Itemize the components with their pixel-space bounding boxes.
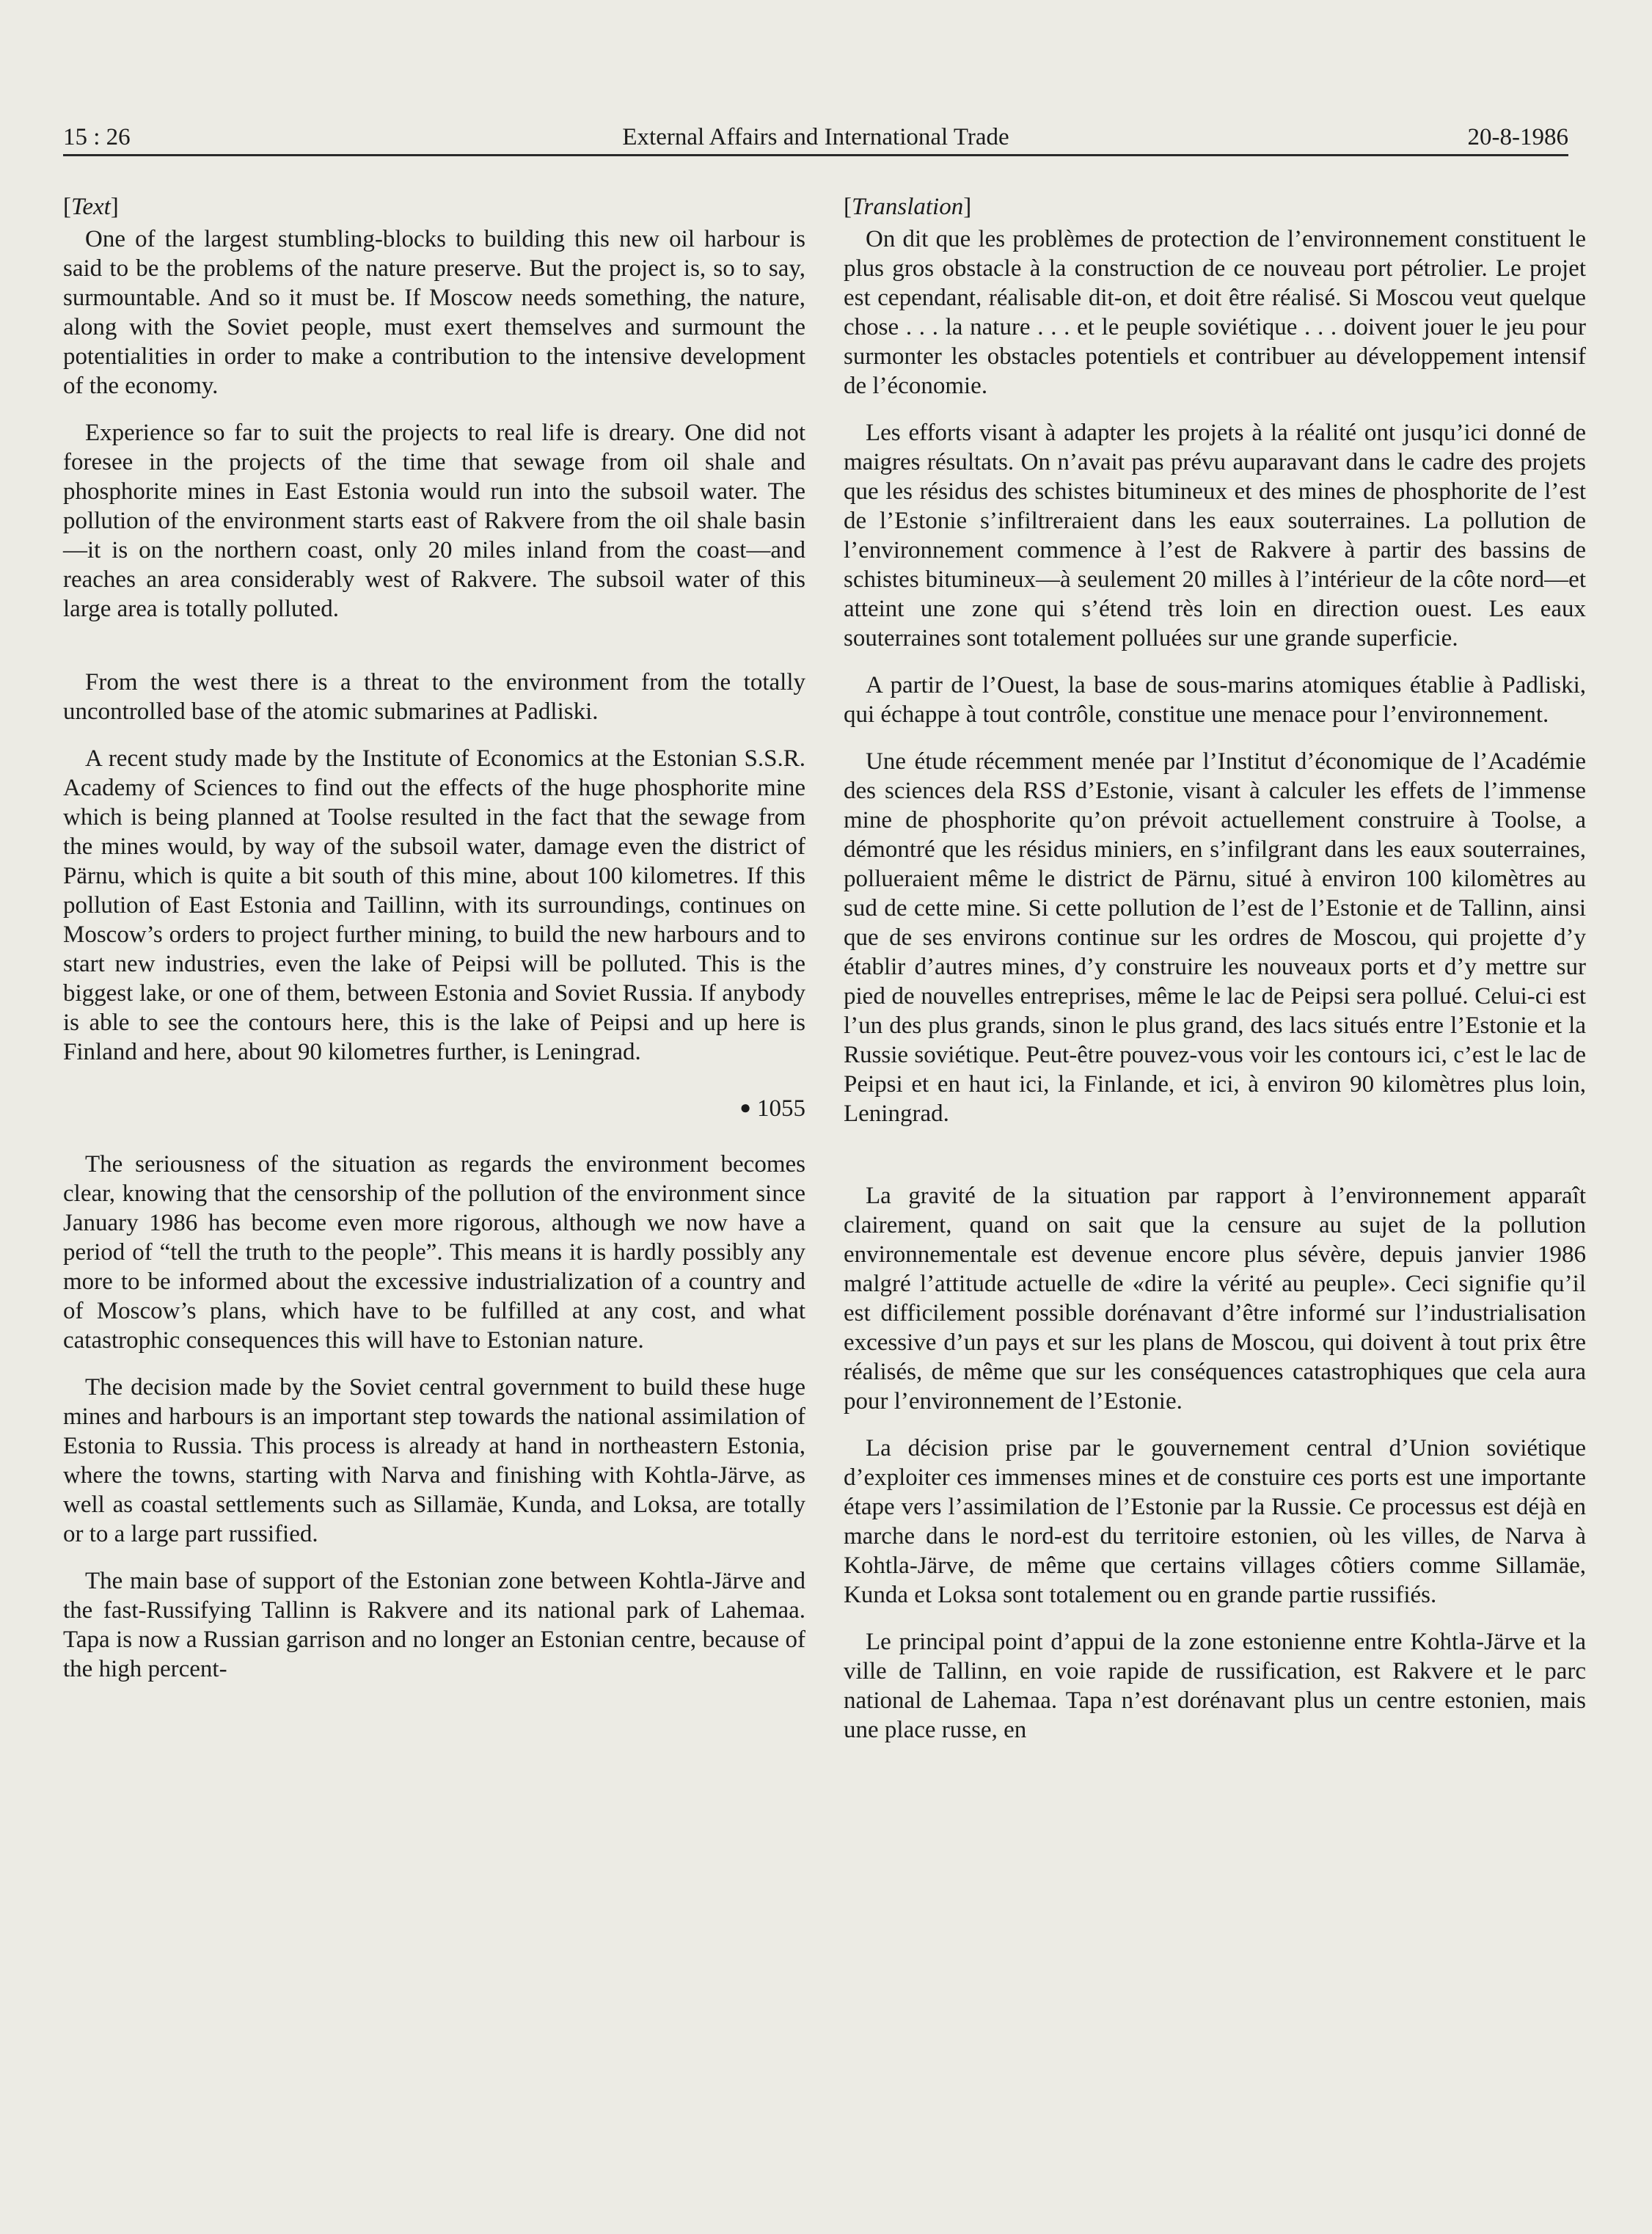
english-column bbox=[63, 192, 805, 1701]
paragraph-gap bbox=[844, 1146, 1586, 1181]
paragraph: From the west there is a threat to the environment from the totally uncontrolled base of the atomic submarines at Padliski. bbox=[63, 669, 805, 725]
paragraph: The main base of support of the Estonian zone between Kohtla-Järve and the fast-Russifying Tallinn is Rakvere and its national park of Lahemaa. Tapa is now a Russian garrison and no longer an Estonian centre, because of the high percent- bbox=[63, 1568, 805, 1682]
paragraph: La gravité de la situation par rapport à l’environnement apparaît clairement, quand on sait que la censure au sujet de la pollution environnementale est devenue encore plus sévère, depuis janvier 1986 malgré l’attitude actuelle de «dire la vérité au peuple». Ceci signifie qu’il est difficilement possible dorénavant d’être informé sur l’industrialisation excessive d’un pays et sur les plans de Moscou, qui doivent à tout prix être réalisés, de même que sur les conséquences catastrophiques que cela aura pour l’environnement de l’Estonie. bbox=[844, 1183, 1586, 1414]
page-header bbox=[63, 114, 1568, 156]
running-title: External Affairs and International Trade bbox=[622, 124, 1009, 150]
paragraph: One of the largest stumbling-blocks to building this new oil harbour is said to be the problems of the nature preserve. But the project is, so to say, surmountable. And so it must be. If Moscow needs something, the nature, along with the Soviet people, must exert themselves and surmount the potentialities in order to make a contribution to the intensive development of the economy. bbox=[63, 226, 805, 399]
paragraph: Une étude récemment menée par l’Institut d’économique de l’Académie des sciences dela RSS d’Estonie, visant à calculer les effets de l’immense mine de phosphorite qu’on prévoit actuellement construire à Toolse, a démontré que les résidus miniers, en s’infilgrant dans les eaux souterraines, pollueraient même le district de Pärnu, situé à environ 100 kilomètres au sud de cette mine. Si cette pollution de l’est de l’Estonie et de Tallinn, ainsi que de ses environs continue sur les ordres de Moscou, qui projette d’y établir d’autres mines, d’y construire les nouveaux ports et d’y mettre sur pied de nouvelles entreprises, même le lac de Peipsi sera pollué. Celui-ci est l’un des plus grands, sinon le plus grand, des lacs situés entre l’Estonie et la Russie soviétique. Peut-être pouvez-vous voir les contours ici, c’est le lac de Peipsi et en haut ici, la Finlande, et ici, à environ 90 kilomètres plus loin, Leningrad. bbox=[844, 748, 1586, 1127]
header-rule bbox=[63, 154, 1568, 156]
page-reference: 15 : 26 bbox=[63, 124, 131, 150]
paragraph: Experience so far to suit the projects to real life is dreary. One did not foresee in the projects of the time that sewage from oil shale and phosphorite mines in East Estonia would run into the subsoil water. The pollution of the environment starts east of Rakvere from the oil shale basin—it is on the northern coast, only 20 miles inland from the coast—and reaches an area considerably west of Rakvere. The subsoil water of this large area is totally polluted. bbox=[63, 420, 805, 622]
header-date: 20-8-1986 bbox=[1467, 124, 1568, 150]
french-column bbox=[844, 192, 1586, 1762]
paragraph: The seriousness of the situation as regards the environment becomes clear, knowing that the censorship of the pollution of the environment since January 1986 has become even more rigorous, although we now have a period of “tell the truth to the people”. This means it is hardly possibly any more to be informed about the excessive industrialization of a country and of Moscow’s plans, which have to be fulfilled at any cost, and what catastrophic consequences this will have to Estonian nature. bbox=[63, 1151, 805, 1354]
column-label-translation: [Translation] bbox=[844, 194, 972, 220]
paragraph: Les efforts visant à adapter les projets à la réalité ont jusqu’ici donné de maigres résultats. On n’avait pas prévu auparavant dans le cadre des projets que les résidus des schistes bitumineux et des mines de phosphorite de l’est de l’Estonie s’infiltreraient dans les eaux souterraines. La pollution de l’environnement commence à l’est de Rakvere à partir des bassins de schistes bitumineux—à seulement 20 milles à l’intérieur de la côte nord—et atteint une zone qui s’étend très loin en direction ouest. Les eaux souterraines sont totalement polluées sur une grande superficie. bbox=[844, 420, 1586, 651]
paragraph: A partir de l’Ouest, la base de sous-marins atomiques établie à Padliski, qui échappe à tout contrôle, constitue une menace pour l’environnement. bbox=[844, 672, 1586, 728]
paragraph: La décision prise par le gouvernement central d’Union soviétique d’exploiter ces immenses mines et de constuire ces ports est une importante étape vers l’assimilation de l’Estonie par la Russie. Ce processus est déjà en marche dans le nord-est du territoire estonien, où les villes, de Narva à Kohtla-Järve, de même que certains villages côtiers comme Sillamäe, Kunda et Loksa sont totalement ou en grande partie russifiés. bbox=[844, 1435, 1586, 1608]
paragraph: A recent study made by the Institute of Economics at the Estonian S.S.R. Academy of Sciences to find out the effects of the huge phosphorite mine which is being planned at Toolse resulted in the fact that the sewage from the mines would, by way of the subsoil water, damage even the district of Pärnu, which is quite a bit south of this mine, about 100 kilometres. If this pollution of East Estonia and Taillinn, with its surroundings, continues on Moscow’s orders to project further mining, to build the new harbours and to start new industries, even the lake of Peipsi will be polluted. This is the biggest lake, or one of them, between Estonia and Soviet Russia. If anybody is able to see the contours here, this is the lake of Peipsi and up here is Finland and here, about 90 kilometres further, is Leningrad. bbox=[63, 745, 805, 1065]
bullet-icon: ● bbox=[739, 1097, 751, 1118]
column-label-text: [Text] bbox=[63, 194, 119, 220]
paragraph: Le principal point d’appui de la zone estonienne entre Kohtla-Järve et la ville de Tallinn, en voie rapide de russification, est Rakvere et le parc national de Lahemaa. Tapa n’est dorénavant plus un centre estonien, mais une place russe, en bbox=[844, 1629, 1586, 1743]
page-marker: ● 1055 bbox=[739, 1095, 805, 1122]
paragraph-gap bbox=[63, 641, 805, 668]
paragraph: On dit que les problèmes de protection de l’environnement constituent le plus gros obstacle à la construction de ce nouveau port pétrolier. Le projet est cependant, réalisable dit-on, et doit être réalisé. Si Moscou veut quelque chose . . . la nature . . . et le peuple soviétique . . . doivent jouer le jeu pour surmonter les obstacles potentiels et contribuer au développement intensif de l’économie. bbox=[844, 226, 1586, 399]
paragraph: The decision made by the Soviet central government to build these huge mines and harbours is an important step towards the national assimilation of Estonia to Russia. This process is already at hand in northeastern Estonia, where the towns, starting with Narva and finishing with Kohtla-Järve, as well as coastal settlements such as Sillamäe, Kunda, and Loksa, are totally or to a large part russified. bbox=[63, 1374, 805, 1547]
